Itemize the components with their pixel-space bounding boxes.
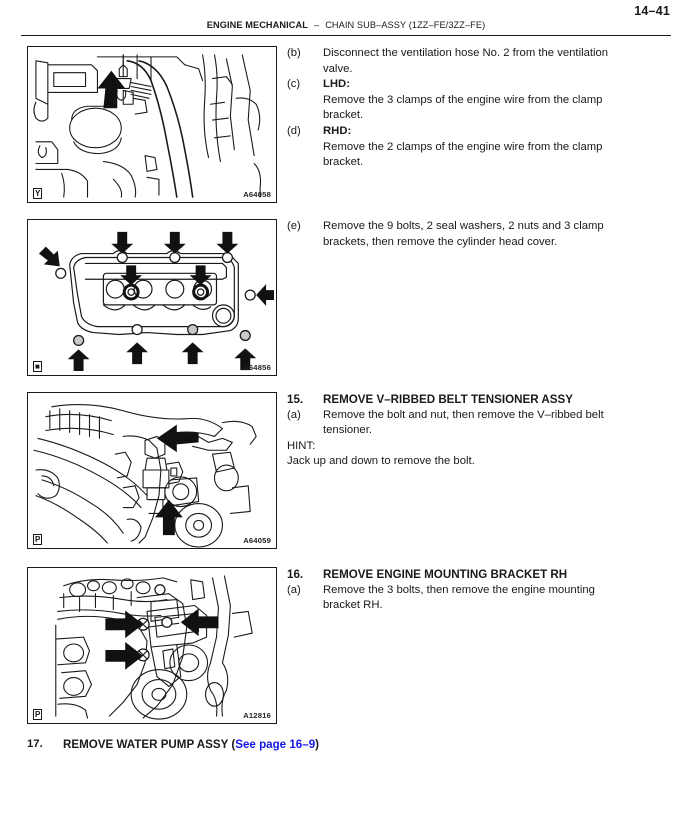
page-number: 14–41	[634, 4, 670, 18]
section-16-title: REMOVE ENGINE MOUNTING BRACKET RH	[323, 568, 568, 581]
step-c-line-1: Remove the 3 clamps of the engine wire from the clamp	[323, 93, 603, 106]
figure-panel-3	[27, 392, 277, 549]
step-body-e	[323, 219, 670, 250]
step-marker-16a: (a)	[287, 583, 301, 596]
step-16a-line-2: bracket RH.	[323, 599, 383, 612]
text-block-2	[287, 219, 670, 250]
step-item-c	[287, 77, 670, 124]
step-c-lead: LHD:	[323, 78, 350, 91]
header-title-dash: –	[313, 20, 320, 30]
figure-panel-1	[27, 46, 277, 203]
engine-bay-ventilation-hose-figure	[28, 47, 276, 202]
step-marker-15a: (a)	[287, 408, 301, 421]
figure-1-code: A64058	[243, 190, 271, 199]
section-17-number: 17.	[27, 738, 43, 750]
hint-text: Jack up and down to remove the bolt.	[287, 455, 475, 468]
section-17-title	[63, 737, 319, 753]
step-15a-line-2: tensioner.	[323, 424, 372, 437]
section-16-number: 16.	[287, 568, 304, 581]
text-block-4	[287, 567, 670, 614]
header-divider	[21, 35, 671, 36]
step-item-16a	[287, 583, 670, 614]
cylinder-head-cover-bolts-figure	[28, 220, 276, 375]
figure-3-corner-label: P	[35, 535, 41, 544]
section-16-heading	[287, 567, 670, 583]
hint-label: HINT:	[287, 439, 316, 452]
section-15-title: REMOVE V–RIBBED BELT TENSIONER ASSY	[323, 393, 573, 406]
step-body-15a	[323, 408, 670, 439]
step-body-b	[323, 46, 670, 77]
see-page-link[interactable]: See page 16–9	[235, 738, 316, 751]
figure-2-code: A64856	[243, 363, 271, 372]
step-body-c	[323, 77, 670, 124]
step-15a-line-1: Remove the bolt and nut, then remove the V–ribbed belt	[323, 408, 604, 421]
figure-4-code: A12816	[243, 711, 271, 720]
step-b-line-2: valve.	[323, 62, 353, 75]
step-item-15a	[287, 408, 670, 439]
header-title-subject: CHAIN SUB–ASSY (1ZZ–FE/3ZZ–FE)	[325, 20, 486, 30]
figure-1-corner-label: Y	[35, 189, 41, 198]
step-marker-c: (c)	[287, 78, 301, 91]
section-17-title-text: REMOVE WATER PUMP ASSY (	[63, 738, 236, 751]
section-15-number: 15.	[287, 393, 304, 406]
section-15-heading	[287, 392, 670, 408]
step-body-d	[323, 124, 670, 171]
step-16a-line-1: Remove the 3 bolts, then remove the engine mounting	[323, 583, 595, 596]
section-17-title-close: )	[315, 738, 320, 751]
header-title	[0, 20, 692, 30]
figure-panel-4	[27, 567, 277, 724]
step-c-line-2: bracket.	[323, 109, 364, 122]
step-item-d	[287, 124, 670, 171]
step-marker-d: (d)	[287, 124, 301, 137]
step-e-line-1: Remove the 9 bolts, 2 seal washers, 2 nuts and 3 clamp	[323, 220, 604, 232]
step-body-16a	[323, 583, 670, 614]
figure-4-corner-label: P	[35, 710, 41, 719]
step-marker-b: (b)	[287, 47, 301, 59]
step-item-b	[287, 46, 670, 77]
figure-3-code: A64059	[243, 536, 271, 545]
page-header	[0, 0, 692, 36]
figure-2-corner-label: ■	[35, 362, 40, 371]
section-17-heading	[27, 737, 319, 753]
step-marker-e: (e)	[287, 220, 301, 232]
step-b-line-1: Disconnect the ventilation hose No. 2 from the ventilation	[323, 47, 609, 59]
step-d-line-2: bracket.	[323, 156, 364, 169]
engine-mounting-bracket-rh-figure	[28, 568, 276, 723]
step-e-line-2: brackets, then remove the cylinder head cover.	[323, 235, 558, 248]
text-block-1	[287, 46, 670, 171]
text-block-3	[287, 392, 670, 470]
figure-panel-2	[27, 219, 277, 376]
step-item-e	[287, 219, 670, 250]
step-d-lead: RHD:	[323, 124, 352, 137]
v-ribbed-belt-tensioner-figure	[28, 393, 276, 548]
header-title-section: ENGINE MECHANICAL	[206, 20, 308, 30]
step-d-line-1: Remove the 2 clamps of the engine wire from the clamp	[323, 140, 603, 153]
